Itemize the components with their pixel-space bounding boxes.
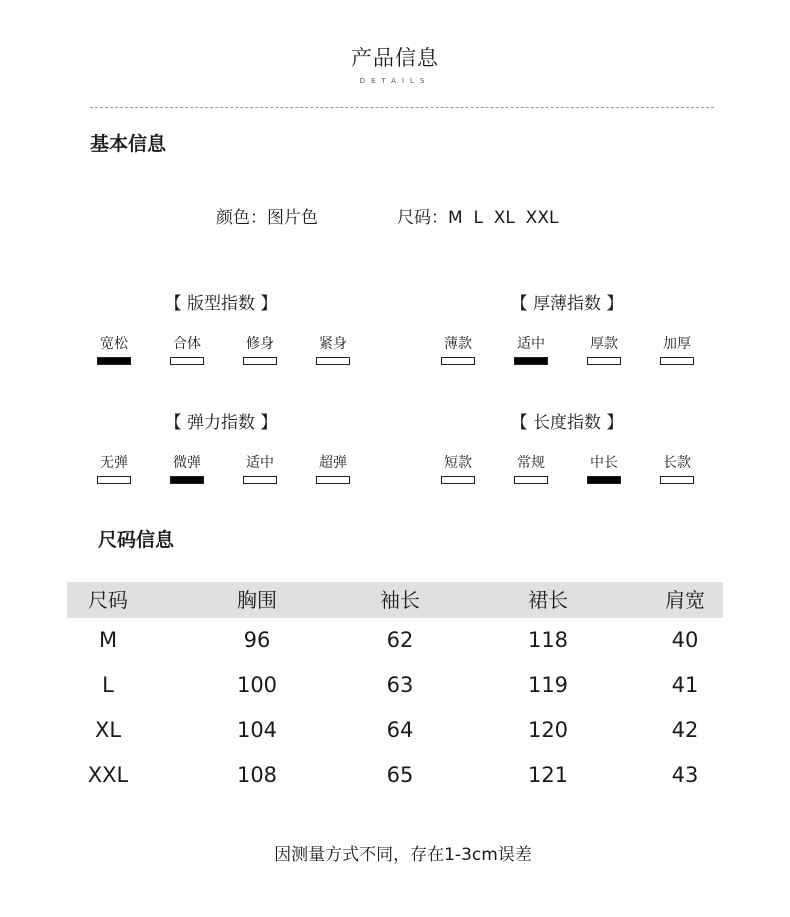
cell-size: L [102,673,114,697]
thickness-option-indicator [441,357,475,365]
length-option-indicator [514,476,548,484]
cell-skirt-length: 120 [527,718,569,742]
cell-skirt-length: 119 [527,673,569,697]
thickness-option-label: 厚款 [590,336,618,352]
fit-option-label: 紧身 [319,336,347,352]
elasticity-option-indicator [97,476,131,484]
cell-sleeve: 63 [386,673,414,697]
column-header-shoulder: 肩宽 [665,588,705,612]
column-header-skirt-length: 裙长 [528,588,568,612]
cell-sleeve: 62 [386,628,414,652]
cell-chest: 96 [243,628,271,652]
column-header-chest: 胸围 [237,588,277,612]
page-title: 产品信息 [351,46,439,70]
cell-shoulder: 40 [671,628,699,652]
column-header-size: 尺码 [88,588,128,612]
length-option-label: 短款 [444,455,472,471]
size-info: 尺码：M L XL XXL [397,208,559,228]
cell-chest: 100 [236,673,278,697]
thickness-option-label: 薄款 [444,336,472,352]
fit-option-indicator [316,357,350,365]
fit-option-label: 宽松 [100,336,128,352]
cell-size: XL [94,718,122,742]
table-row [67,618,723,663]
fit-option-indicator [97,357,131,365]
column-header-sleeve: 袖长 [380,588,420,612]
basic-info-heading: 基本信息 [90,133,167,155]
cell-skirt-length: 118 [527,628,569,652]
cell-size: M [98,628,118,652]
fit-option-indicator [170,357,204,365]
cell-size: XXL [87,763,129,787]
length-option-indicator [660,476,694,484]
measurement-note: 因测量方式不同，存在1-3cm误差 [274,845,532,865]
elasticity-option-indicator [170,476,204,484]
elasticity-option-label: 微弹 [173,455,201,471]
cell-chest: 104 [236,718,278,742]
thickness-option-label: 加厚 [663,336,691,352]
length-option-label: 长款 [663,455,691,471]
length-option-indicator [587,476,621,484]
elasticity-option-label: 适中 [246,455,274,471]
size-info-heading: 尺码信息 [98,529,175,551]
cell-shoulder: 41 [671,673,699,697]
size-table [67,582,723,798]
cell-shoulder: 43 [671,763,699,787]
thickness-option-indicator [514,357,548,365]
thickness-option-label: 适中 [517,336,545,352]
thickness-option-indicator [587,357,621,365]
cell-sleeve: 64 [386,718,414,742]
elasticity-option-label: 无弹 [100,455,128,471]
length-option-indicator [441,476,475,484]
table-row [67,753,723,798]
color-info: 颜色：图片色 [216,208,318,228]
elasticity-option-indicator [316,476,350,484]
fit-index-title: 【 版型指数 】 [164,294,278,314]
table-row [67,663,723,708]
page-subtitle: DETAILS [359,77,431,85]
size-table-header [67,582,723,618]
elasticity-option-indicator [243,476,277,484]
thickness-index-title: 【 厚薄指数 】 [510,294,624,314]
fit-option-label: 合体 [173,336,201,352]
length-index-title: 【 长度指数 】 [510,413,624,433]
cell-chest: 108 [236,763,278,787]
dashed-divider [90,107,714,108]
cell-sleeve: 65 [386,763,414,787]
length-option-label: 常规 [517,455,545,471]
fit-option-indicator [243,357,277,365]
length-option-label: 中长 [590,455,618,471]
fit-option-label: 修身 [246,336,274,352]
table-row [67,708,723,753]
cell-skirt-length: 121 [527,763,569,787]
elasticity-index-title: 【 弹力指数 】 [164,413,278,433]
size-table-body [67,618,723,798]
thickness-option-indicator [660,357,694,365]
cell-shoulder: 42 [671,718,699,742]
elasticity-option-label: 超弹 [319,455,347,471]
